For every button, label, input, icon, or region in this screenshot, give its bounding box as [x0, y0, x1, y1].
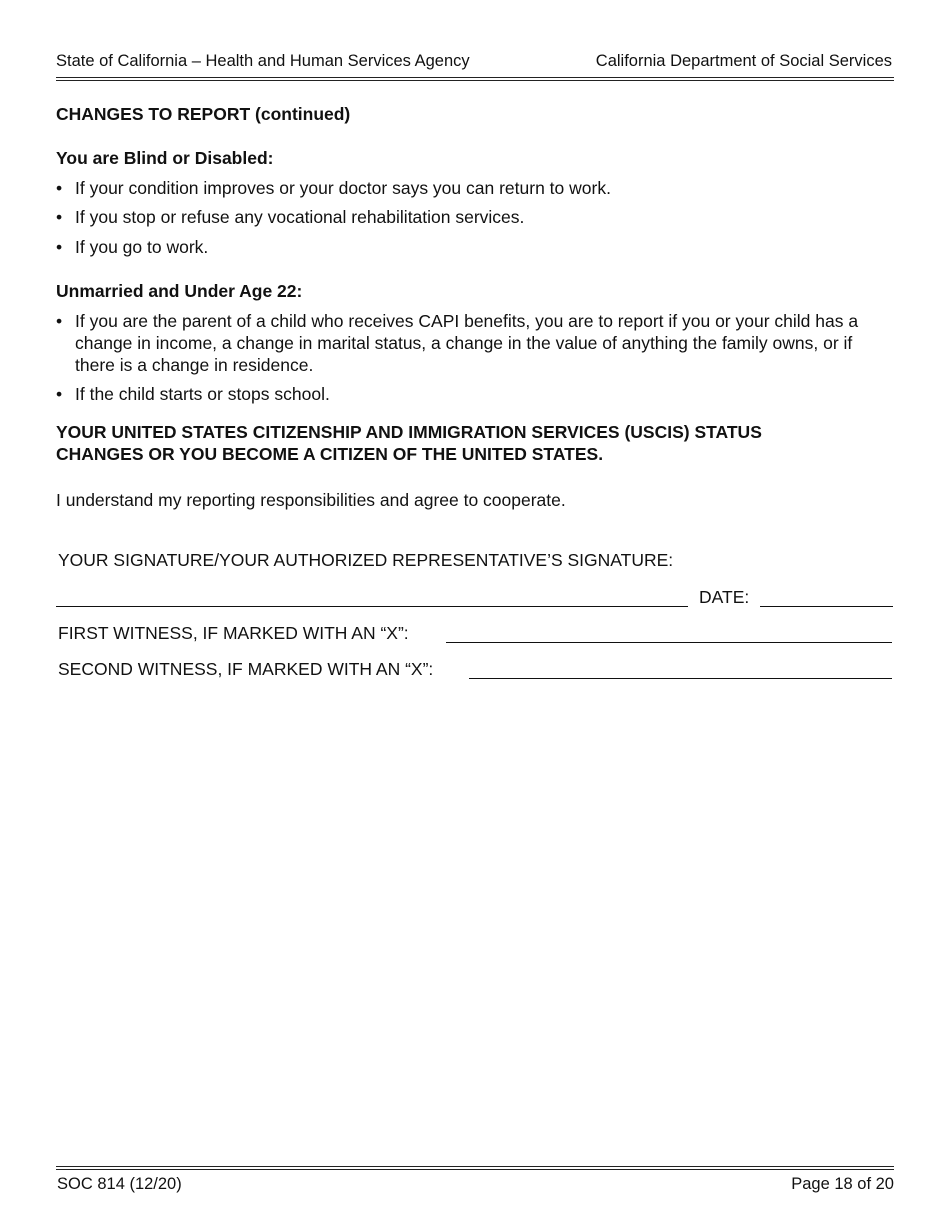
second-witness-line[interactable]	[469, 678, 892, 679]
list-item	[56, 177, 896, 199]
list-item	[56, 383, 896, 405]
agreement-statement: I understand my reporting responsibilities and agree to cooperate.	[56, 490, 566, 510]
list-item	[56, 236, 896, 258]
list-item-text: If you stop or refuse any vocational rehabilitation services.	[75, 207, 525, 227]
first-witness-line[interactable]	[446, 642, 892, 643]
signature-label: YOUR SIGNATURE/YOUR AUTHORIZED REPRESENTATIVE’S SIGNATURE:	[58, 550, 674, 570]
date-line[interactable]	[760, 606, 893, 607]
first-witness-label: FIRST WITNESS, IF MARKED WITH AN “X”:	[58, 623, 409, 643]
list-item-text: If the child starts or stops school.	[75, 384, 330, 404]
form-id: SOC 814 (12/20)	[57, 1175, 182, 1193]
list-item-text: If you go to work.	[75, 237, 209, 257]
bullet-icon: •	[56, 237, 63, 257]
date-label: DATE:	[699, 587, 750, 607]
second-witness-label: SECOND WITNESS, IF MARKED WITH AN “X”:	[58, 659, 434, 679]
header-agency: State of California – Health and Human Services Agency	[56, 52, 470, 70]
signature-line[interactable]	[56, 606, 688, 607]
list-item-text: If your condition improves or your doctor says you can return to work.	[75, 178, 611, 198]
unmarried-heading: Unmarried and Under Age 22:	[56, 281, 303, 301]
bullet-icon: •	[56, 311, 63, 331]
list-item	[56, 310, 896, 376]
header-divider-top	[56, 77, 894, 78]
uscis-notice: YOUR UNITED STATES CITIZENSHIP AND IMMIGRATION SERVICES (USCIS) STATUS CHANGES OR YOU BECOME A CITIZEN OF THE UNITED STATES.	[56, 422, 762, 464]
footer-divider-top	[56, 1166, 894, 1167]
footer-divider-bottom	[56, 1169, 894, 1170]
blind-disabled-heading: You are Blind or Disabled:	[56, 148, 274, 168]
header-divider-bottom	[56, 80, 894, 81]
bullet-icon: •	[56, 207, 63, 227]
bullet-icon: •	[56, 384, 63, 404]
section-title: CHANGES TO REPORT (continued)	[56, 104, 351, 124]
list-item	[56, 206, 896, 228]
header-department: California Department of Social Services	[595, 52, 892, 70]
page-number: Page 18 of 20	[791, 1175, 894, 1193]
bullet-icon: •	[56, 178, 63, 198]
list-item-text: If you are the parent of a child who receives CAPI benefits, you are to report if you or your child has a change in income, a change in marital status, a change in the value of anything the family owns, or if there is a change in residence.	[75, 311, 859, 375]
